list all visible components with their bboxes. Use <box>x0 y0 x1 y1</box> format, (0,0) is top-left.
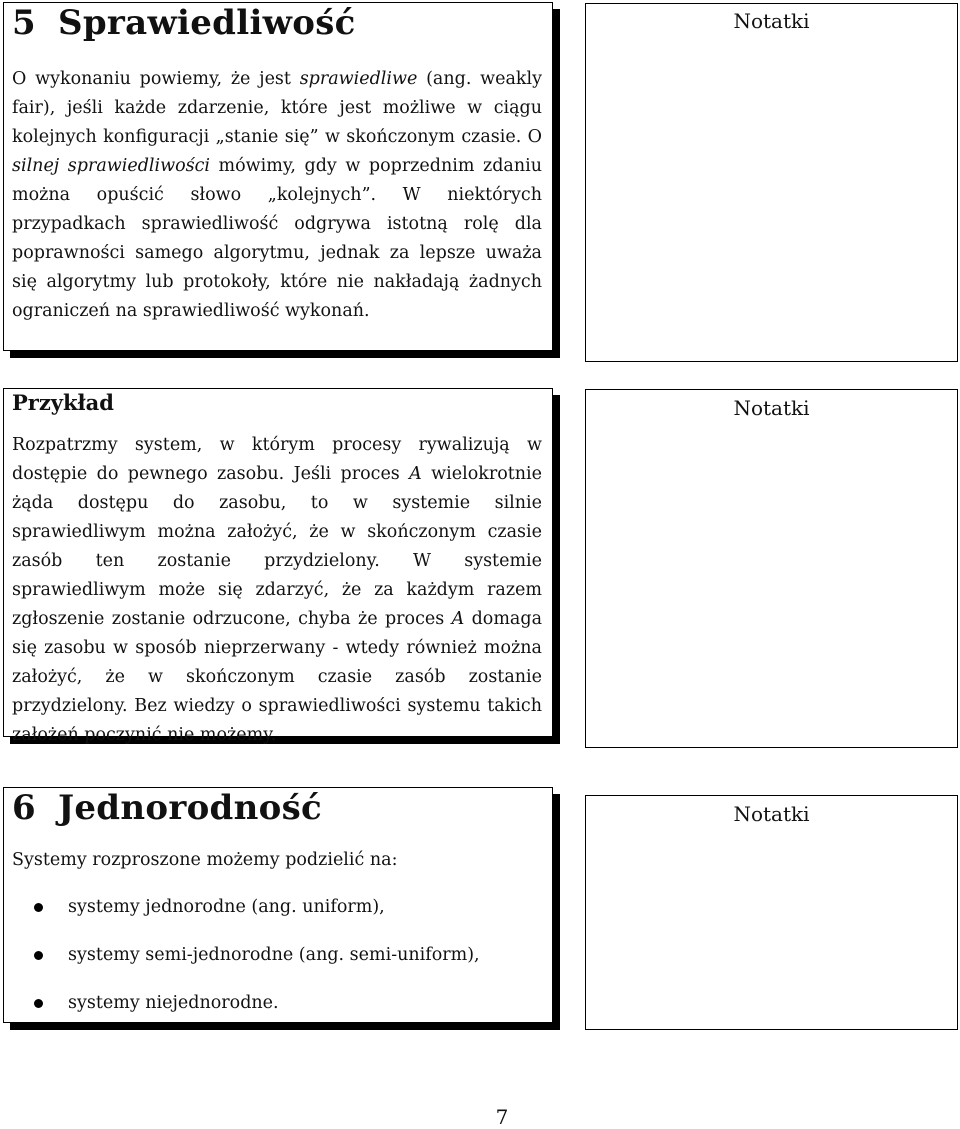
section-number: 6 <box>12 788 36 828</box>
list-item-text: systemy semi-jednorodne (ang. semi-uniform), <box>68 945 480 965</box>
notes-box-3[interactable] <box>585 795 958 1030</box>
text-run: (ang. weakly fair), jeśli każde zdarzenie, które jest możliwe w ciągu kolejnych konfiguracji „stanie się” w skończonym czasie. O <box>12 69 542 147</box>
list-item-text: systemy jednorodne (ang. uniform), <box>68 897 385 917</box>
bullet-icon <box>34 903 43 912</box>
text-run: domaga się zasobu w sposób nieprzerwany - wtedy również można założyć, że w skończonym czasie zasób zostanie przydzielony. Bez wiedzy o sprawiedliwości systemu takich założeń poczynić nie możemy. <box>12 609 543 745</box>
slide-sprawiedliwosc <box>3 2 553 351</box>
bullet-icon <box>34 999 43 1008</box>
notes-box-2[interactable] <box>585 389 958 748</box>
list-item-text: systemy niejednorodne. <box>68 993 279 1013</box>
notes-label: Notatki <box>733 396 810 420</box>
slide-jednorodnosc <box>3 787 553 1023</box>
list-item <box>12 988 480 1036</box>
section-title-text: Sprawiedliwość <box>57 3 356 43</box>
paragraph-intro: Systemy rozproszone możemy podzielić na: <box>12 850 398 870</box>
slide-przyklad <box>3 388 553 745</box>
text-run: wielokrotnie żąda dostępu do zasobu, to w systemie silnie sprawiedliwym można założyć, że w skończonym czasie zasób ten zostanie przydzielony. W systemie sprawiedliwym może się zdarzyć, że za każdym razem zgłoszenie zostanie odrzucone, chyba że proces <box>12 464 542 629</box>
bullet-icon <box>34 951 43 960</box>
section-number: 5 <box>12 3 36 43</box>
text-run: Rozpatrzmy system, w którym procesy rywalizują w dostępie do pewnego zasobu. Jeśli proces <box>12 435 542 484</box>
paragraph-fairness <box>12 65 542 326</box>
text-run: O wykonaniu powiemy, że jest <box>12 69 300 89</box>
notes-box-1[interactable] <box>585 3 958 362</box>
list-item <box>12 892 480 940</box>
list-item <box>12 940 480 988</box>
variable-a: A <box>451 609 465 629</box>
section-title-text: Jednorodność <box>57 788 323 828</box>
notes-label: Notatki <box>733 802 810 826</box>
term-sprawiedliwe: sprawiedliwe <box>299 69 418 89</box>
variable-a: A <box>409 464 422 484</box>
text-run: mówimy, gdy w poprzednim zdaniu można opuścić słowo „kolejnych”. W niektórych przypadkach sprawiedliwość odgrywa istotną rolę dla poprawności samego algorytmu, jednak za lepsze uważa się algorytmy lub protokoły, które nie nakładają żadnych ograniczeń na sprawiedliwość wykonań. <box>12 156 542 321</box>
term-silna-sprawiedliwosc: silnej sprawiedliwości <box>12 156 210 176</box>
section-title-jednorodnosc <box>12 788 322 828</box>
example-title: Przykład <box>12 390 114 415</box>
page-number: 7 <box>495 1105 509 1129</box>
notes-label: Notatki <box>733 9 810 33</box>
section-title-sprawiedliwosc <box>12 3 356 43</box>
bullet-list <box>12 892 480 1036</box>
paragraph-example <box>12 431 542 750</box>
